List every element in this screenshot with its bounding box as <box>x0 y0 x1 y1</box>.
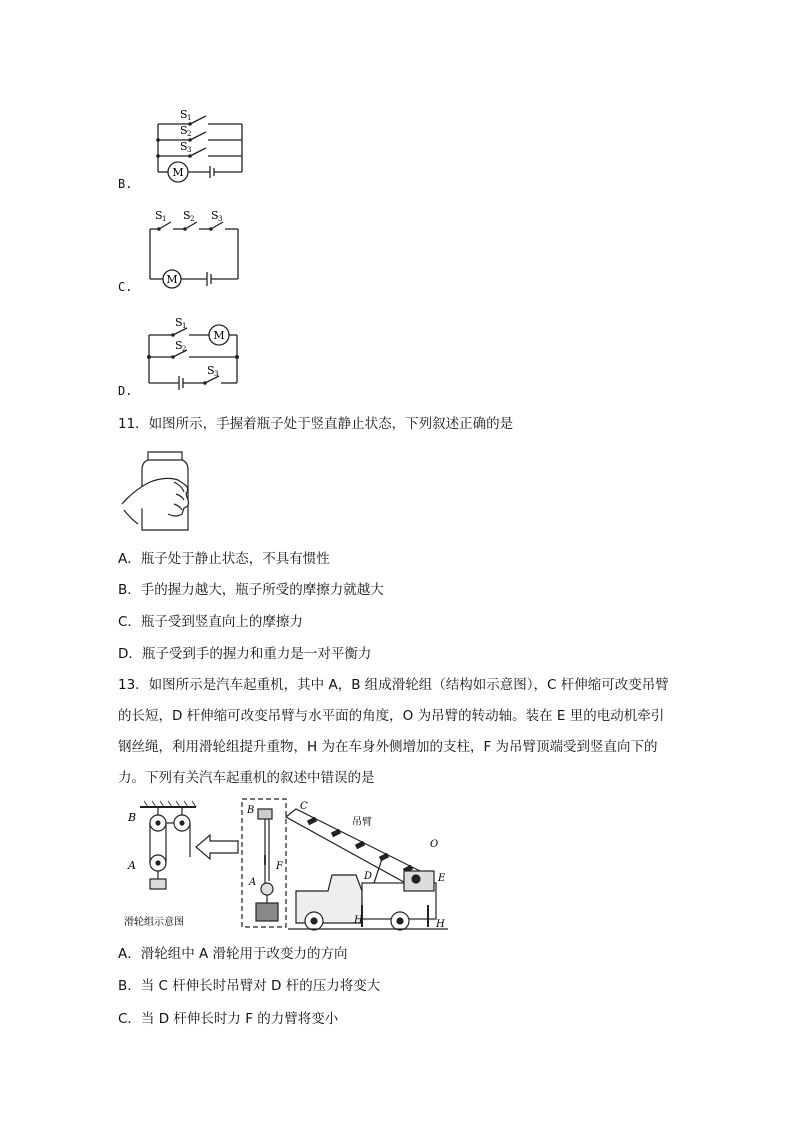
switch-s3-label-c: S <box>211 209 219 222</box>
question-11-stem: 11．如图所示，手握着瓶子处于竖直静止状态，下列叙述正确的是 <box>118 416 514 432</box>
label-h-right: H <box>436 919 445 930</box>
question-13-option-b: B．当 C 杆伸长时吊臂对 D 杆的压力将变大 <box>118 978 381 994</box>
question-13-stem-line-3: 钢丝绳，利用滑轮组提升重物，H 为在车身外侧增加的支柱，F 为吊臂顶端受到竖直向下的 <box>118 739 658 755</box>
pulley-caption: 滑轮组示意图 <box>124 917 184 928</box>
label-c: C <box>300 801 308 812</box>
question-13-stem-line-2: 的长短，D 杆伸缩可改变吊臂与水平面的角度，O 为吊臂的转动轴。装在 E 里的电动机牵引 <box>118 708 665 724</box>
label-a-box: A <box>249 877 257 888</box>
circuit-diagram-d <box>143 313 243 393</box>
circuit-diagram-c <box>145 207 245 291</box>
label-o: O <box>430 839 439 850</box>
question-11-option-c: C．瓶子受到竖直向上的摩擦力 <box>118 614 303 630</box>
switch-s1-label-c: S <box>155 209 163 222</box>
switch-s2-label-c: S <box>183 209 191 222</box>
switch-s1-sub-c: 1 <box>162 215 167 223</box>
label-a: A <box>128 859 136 872</box>
question-11-option-b: B．手的握力越大，瓶子所受的摩擦力就越大 <box>118 582 384 598</box>
label-f: F <box>276 861 283 872</box>
switch-s2-sub-d: 2 <box>182 345 187 353</box>
circuit-diagram-b <box>150 104 250 186</box>
switch-s1-sub-d: 1 <box>182 322 187 330</box>
label-boom: 吊臂 <box>352 817 372 828</box>
switch-s1-label-d: S <box>175 316 183 329</box>
switch-s2-label-b: S <box>180 124 188 137</box>
truck-crane-figure <box>118 795 453 935</box>
label-h-left: H <box>354 915 363 926</box>
question-13-stem-line-1: 13．如图所示是汽车起重机，其中 A，B 组成滑轮组（结构如示意图），C 杆伸缩可改变吊臂 <box>118 677 669 693</box>
label-b-box: B <box>247 805 255 816</box>
switch-s3-label-b: S <box>180 140 188 153</box>
switch-s1-sub-b: 1 <box>187 114 192 122</box>
question-11-option-d: D．瓶子受到手的握力和重力是一对平衡力 <box>118 646 372 662</box>
switch-s2-sub-c: 2 <box>190 215 195 223</box>
switch-s3-sub-d: 3 <box>214 370 219 378</box>
switch-s2-label-d: S <box>175 339 183 352</box>
motor-label-b: M <box>172 166 184 179</box>
label-b: B <box>128 811 137 824</box>
switch-s3-label-d: S <box>207 364 215 377</box>
switch-s2-sub-b: 2 <box>187 130 192 138</box>
switch-s3-sub-b: 3 <box>187 146 192 154</box>
hand-holding-bottle-image <box>120 448 194 534</box>
switch-s3-sub-c: 3 <box>218 215 223 223</box>
motor-label-d: M <box>213 329 225 342</box>
option-b-label: B. <box>118 177 133 191</box>
question-13-option-a: A．滑轮组中 A 滑轮用于改变力的方向 <box>118 946 348 962</box>
switch-s1-label-b: S <box>180 108 188 121</box>
option-c-label: C. <box>118 280 133 294</box>
motor-label-c: M <box>166 273 178 286</box>
question-13-option-c: C．当 D 杆伸长时力 F 的力臂将变小 <box>118 1011 339 1027</box>
label-d: D <box>364 871 373 882</box>
option-d-label: D. <box>118 384 133 398</box>
question-13-stem-line-4: 力。下列有关汽车起重机的叙述中错误的是 <box>118 770 375 786</box>
question-11-option-a: A．瓶子处于静止状态，不具有惯性 <box>118 551 330 567</box>
label-e: E <box>438 873 446 884</box>
